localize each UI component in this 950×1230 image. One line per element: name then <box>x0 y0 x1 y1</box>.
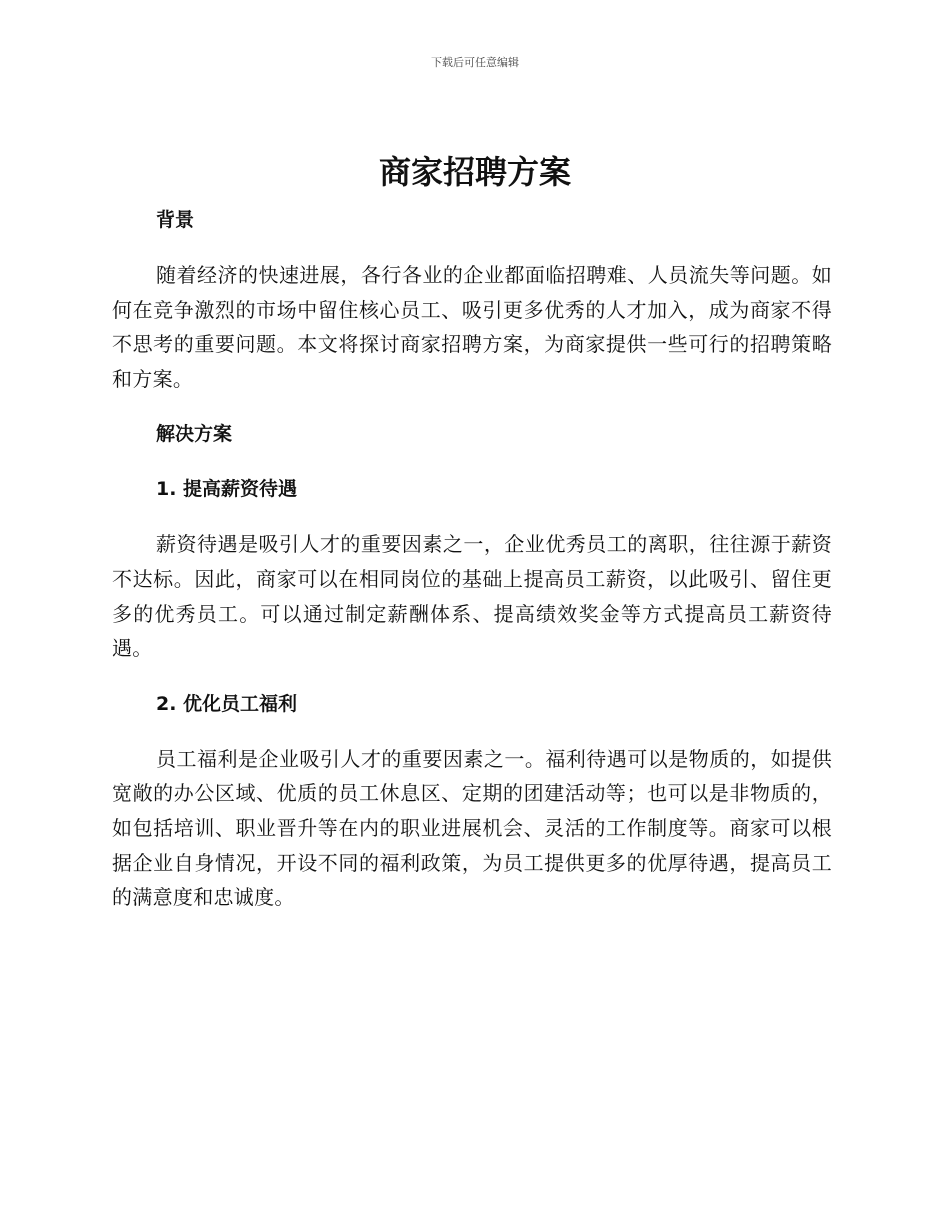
page-header-note: 下载后可任意编辑 <box>431 56 519 69</box>
section-heading-item1: 1. 提高薪资待遇 <box>156 478 298 501</box>
document-body <box>112 203 832 915</box>
paragraph-item2: 员工福利是企业吸引人才的重要因素之一。福利待遇可以是物质的，如提供宽敞的办公区域、优质的员工休息区、定期的团建活动等；也可以是非物质的，如包括培训、职业晋升等在内的职业进展机会、灵活的工作制度等。商家可以根据企业自身情况，开设不同的福利政策，为员工提供更多的优厚待遇，提高员工的满意度和忠诚度。 <box>112 746 832 910</box>
document-title: 商家招聘方案 <box>378 153 571 191</box>
section-heading-item2: 2. 优化员工福利 <box>156 692 298 715</box>
section-heading-solution: 解决方案 <box>156 423 233 446</box>
section-heading-background: 背景 <box>156 209 195 231</box>
paragraph-item1: 薪资待遇是吸引人才的重要因素之一，企业优秀员工的离职，往往源于薪资不达标。因此，商家可以在相同岗位的基础上提高员工薪资，以此吸引、留住更多的优秀员工。可以通过制定薪酬体系、提高绩效奖金等方式提高员工薪资待遇。 <box>112 532 832 661</box>
paragraph-background: 随着经济的快速进展，各行各业的企业都面临招聘难、人员流失等问题。如何在竞争激烈的市场中留住核心员工、吸引更多优秀的人才加入，成为商家不得不思考的重要问题。本文将探讨商家招聘方案，为商家提供一些可行的招聘策略和方案。 <box>112 263 832 391</box>
